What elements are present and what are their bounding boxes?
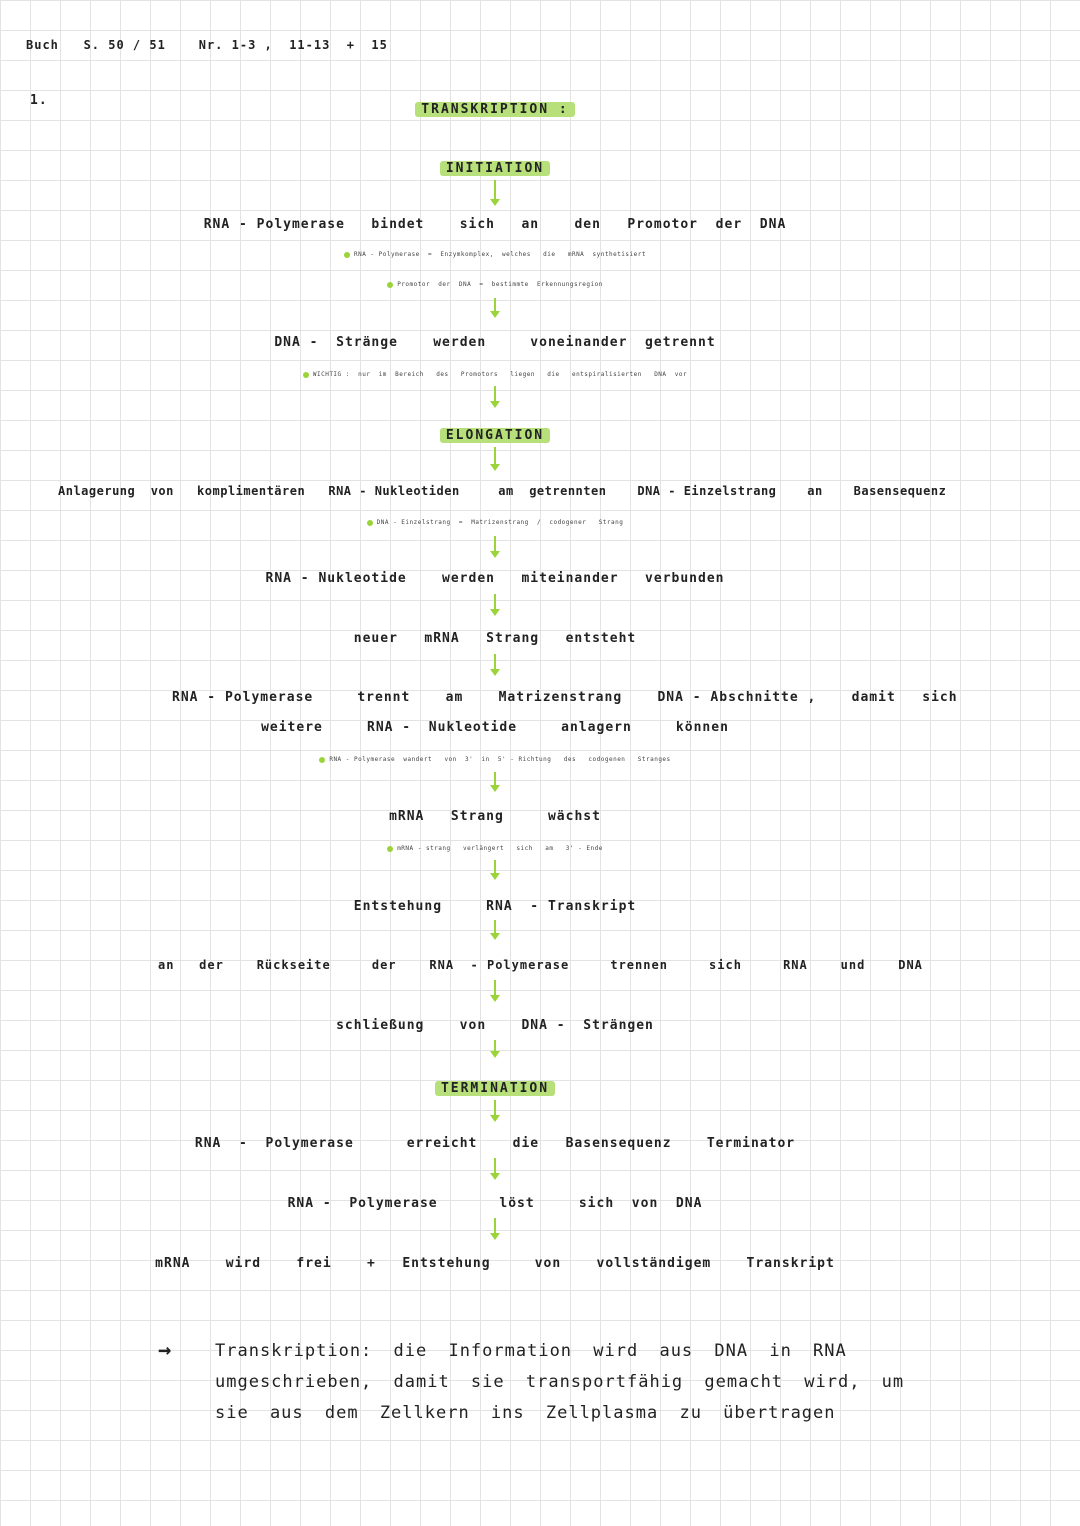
bullet-dot-icon (367, 520, 373, 526)
bullet-dot-icon (387, 282, 393, 288)
bullet-dot-icon (387, 846, 393, 852)
elongation-step-4b: weitere RNA - Nukleotide anlagern können (261, 720, 729, 735)
elongation-note-1: DNA - Einzelstrang = Matrizenstrang / codogener Strang (0, 519, 990, 526)
termination-step-2: RNA - Polymerase löst sich von DNA (287, 1196, 703, 1211)
initiation-heading-wrap (0, 157, 990, 176)
elongation-step-2: RNA - Nukleotide werden miteinander verbunden (265, 571, 725, 586)
title-wrap (0, 98, 990, 117)
elongation-note-2: RNA - Polymerase wandert von 3' in 5' - Richtung des codogenen Stranges (0, 756, 990, 763)
elongation-step-3: neuer mRNA Strang entsteht (353, 631, 637, 646)
right-arrow-icon: → (158, 1338, 172, 1363)
termination-heading-wrap (0, 1077, 990, 1096)
elongation-heading-wrap (0, 424, 990, 443)
initiation-note-3: WICHTIG : nur im Bereich des Promotors liegen die entspiralisierten DNA vor (0, 371, 990, 378)
page-title: TRANSKRIPTION : (415, 102, 574, 117)
elongation-step-8: schließung von DNA - Strängen (336, 1018, 654, 1033)
arrow-down-icon (490, 298, 500, 318)
arrow-down-icon (490, 860, 500, 880)
bullet-dot-icon (303, 372, 309, 378)
arrow-down-icon (490, 920, 500, 940)
elongation-step-1: Anlagerung von komplimentären RNA - Nukleotiden am getrennten DNA - Einzelstrang an Basensequenz (58, 484, 947, 498)
elongation-step-4a: RNA - Polymerase trennt am Matrizenstrang DNA - Abschnitte , damit sich (172, 690, 958, 705)
termination-step-1: RNA - Polymerase erreicht die Basensequenz Terminator (194, 1136, 796, 1151)
elongation-heading: ELONGATION (440, 428, 550, 443)
arrow-down-icon (490, 772, 500, 792)
arrow-down-icon (490, 1040, 500, 1058)
arrow-down-icon (490, 447, 500, 471)
arrow-down-icon (490, 594, 500, 616)
arrow-down-icon (490, 654, 500, 676)
summary-text: Transkription: die Information wird aus DNA in RNA umgeschrieben, damit sie transportfähig gemacht wird, um sie aus dem Zellkern ins Zellplasma zu übertragen (215, 1341, 905, 1423)
arrow-down-icon (490, 1218, 500, 1240)
elongation-note-3: mRNA - strang verlängert sich am 3' - Ende (0, 845, 990, 852)
initiation-step-2: DNA - Stränge werden voneinander getrennt (274, 335, 716, 350)
initiation-note-1: RNA - Polymerase = Enzymkomplex, welches die mRNA synthetisiert (0, 251, 990, 258)
header-reference: Buch S. 50 / 51 Nr. 1-3 , 11-13 + 15 (26, 38, 388, 52)
termination-step-3: mRNA wird frei + Entstehung von vollständigem Transkript (155, 1256, 835, 1271)
arrow-down-icon (490, 386, 500, 408)
initiation-step-1: RNA - Polymerase bindet sich an den Promotor der DNA (203, 217, 787, 232)
elongation-step-5: mRNA Strang wächst (389, 809, 601, 824)
initiation-heading: INITIATION (440, 161, 550, 176)
bullet-dot-icon (319, 757, 325, 763)
termination-heading: TERMINATION (435, 1081, 555, 1096)
initiation-note-2: Promotor der DNA = bestimmte Erkennungsregion (0, 281, 990, 288)
task-number: 1. (30, 93, 48, 108)
arrow-down-icon (490, 1100, 500, 1122)
arrow-down-icon (490, 980, 500, 1002)
elongation-step-7: an der Rückseite der RNA - Polymerase trennen sich RNA und DNA (158, 958, 923, 972)
bullet-dot-icon (344, 252, 350, 258)
arrow-down-icon (490, 1158, 500, 1180)
arrow-down-icon (490, 536, 500, 558)
arrow-down-icon (490, 180, 500, 206)
elongation-step-6: Entstehung RNA - Transkript (353, 899, 637, 914)
